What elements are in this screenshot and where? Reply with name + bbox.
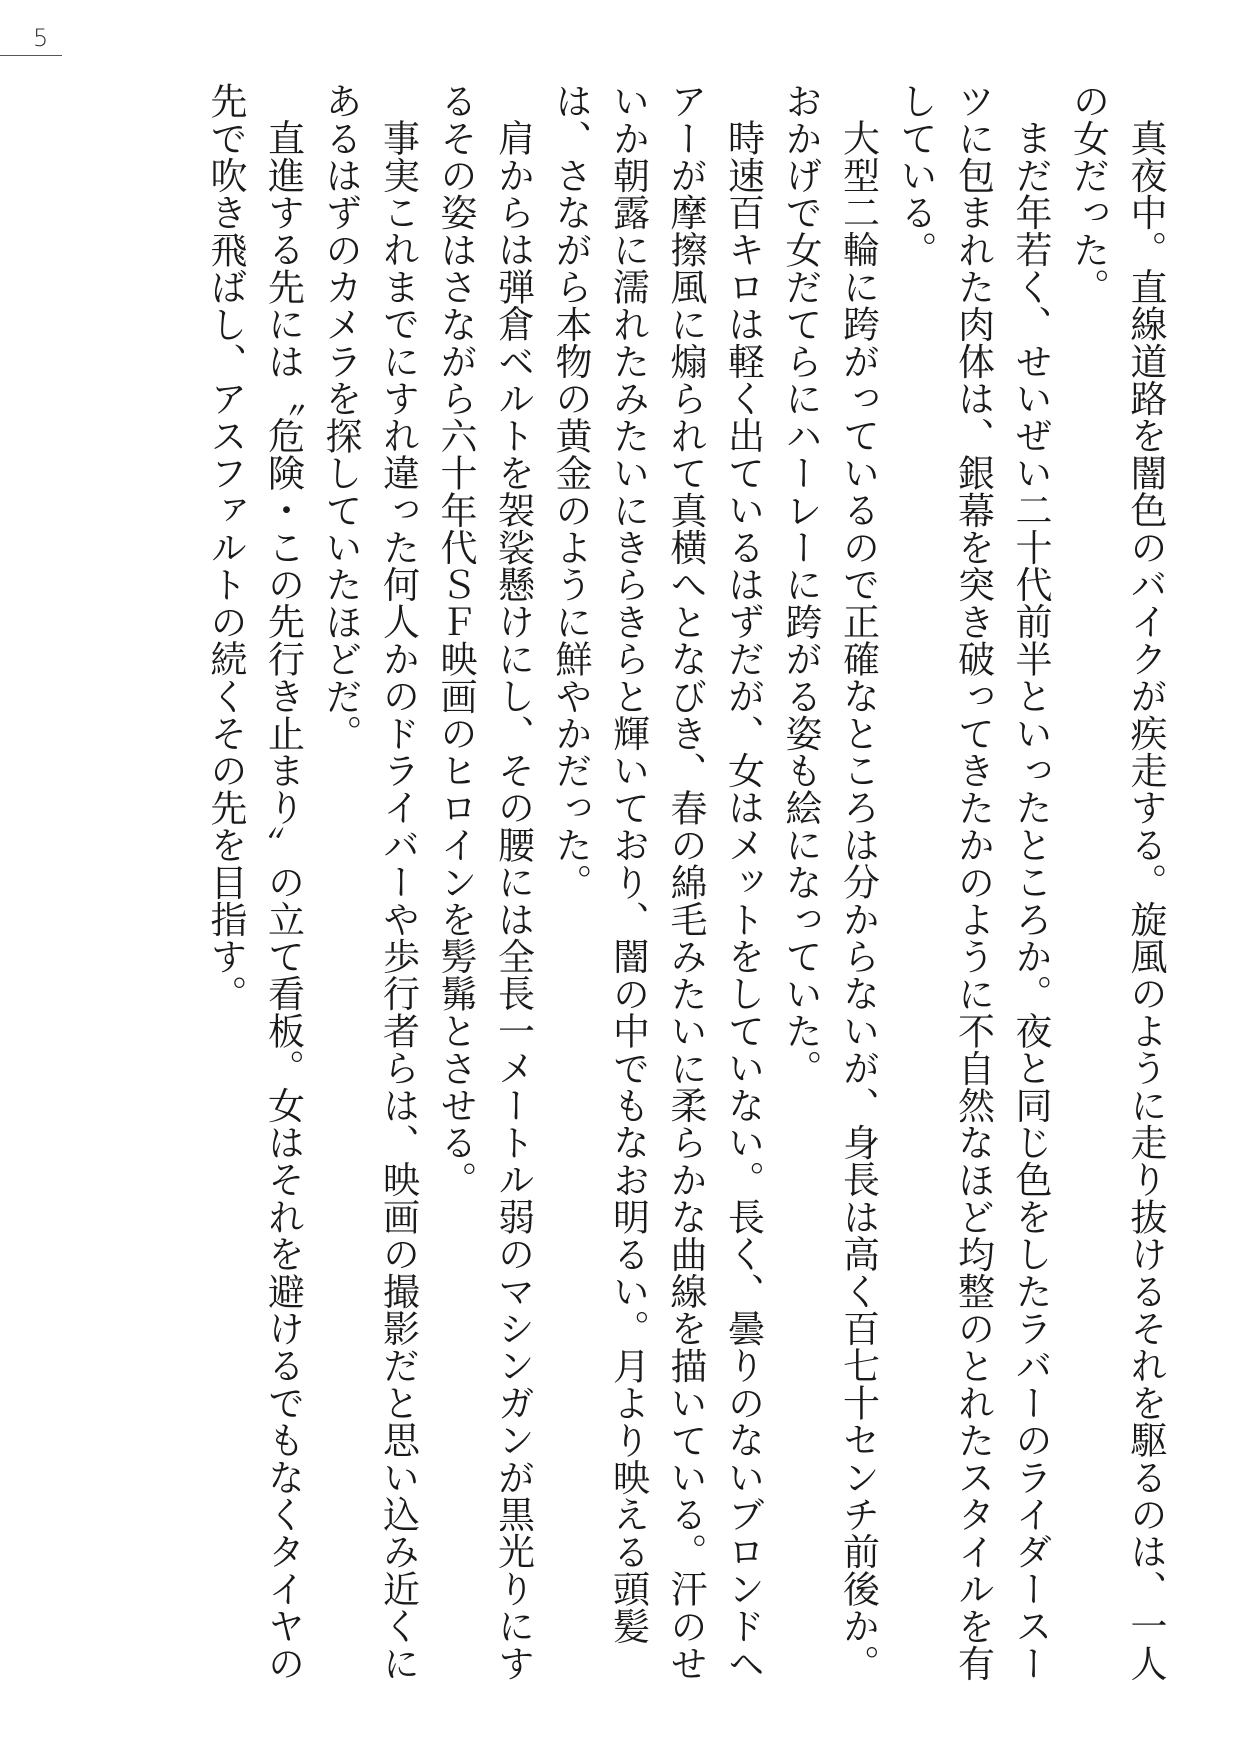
paragraph-4: 時速百キロは軽く出ているはずだが、女はメットをしていない。長く、曇りのないブロンドヘアーが摩擦風に煽られて真横へとなびき、春の綿毛みたいに柔らかな曲線を描いている。汗のせいか朝露に濡れたみたいにきらきらと輝いており、闇の中でもなお明るい。月より映える頭髪は、さながら本物の黄金のように鮮やかだった。 xyxy=(549,82,765,1682)
vertical-body-text xyxy=(197,82,1175,1702)
header-rule xyxy=(0,55,62,56)
paragraph-7: 直進する先には〝危険・この先行き止まり〟の立て看板。女はそれを避けるでもなくタイヤの先で吹き飛ばし、アスファルトの続くその先を目指す。 xyxy=(204,82,305,1682)
page-number: 5 xyxy=(33,24,49,52)
paragraph-2: まだ年若く、せいぜい二十代前半といったところか。夜と同じ色をしたラバーのライダースーツに包まれた肉体は、銀幕を突き破ってきたかのように不自然なほど均整のとれたスタイルを有している。 xyxy=(894,82,1052,1682)
paragraph-5: 肩からは弾倉ベルトを袈裟懸けにし、その腰には全長一メートル弱のマシンガンが黒光りにするその姿はさながら六十年代ＳＦ映画のヒロインを髣髴とさせる。 xyxy=(434,82,535,1682)
paragraph-1: 真夜中。直線道路を闇色のバイクが疾走する。旋風のように走り抜けるそれを駆るのは、一人の女だった。 xyxy=(1066,82,1167,1682)
paragraph-3: 大型二輪に跨がっているので正確なところは分からないが、身長は高く百七十センチ前後か。おかげで女だてらにハーレーに跨がる姿も絵になっていた。 xyxy=(779,82,880,1682)
paragraph-6: 事実これまでにすれ違った何人かのドライバーや歩行者らは、映画の撮影だと思い込み近くにあるはずのカメラを探していたほどだ。 xyxy=(319,82,420,1682)
